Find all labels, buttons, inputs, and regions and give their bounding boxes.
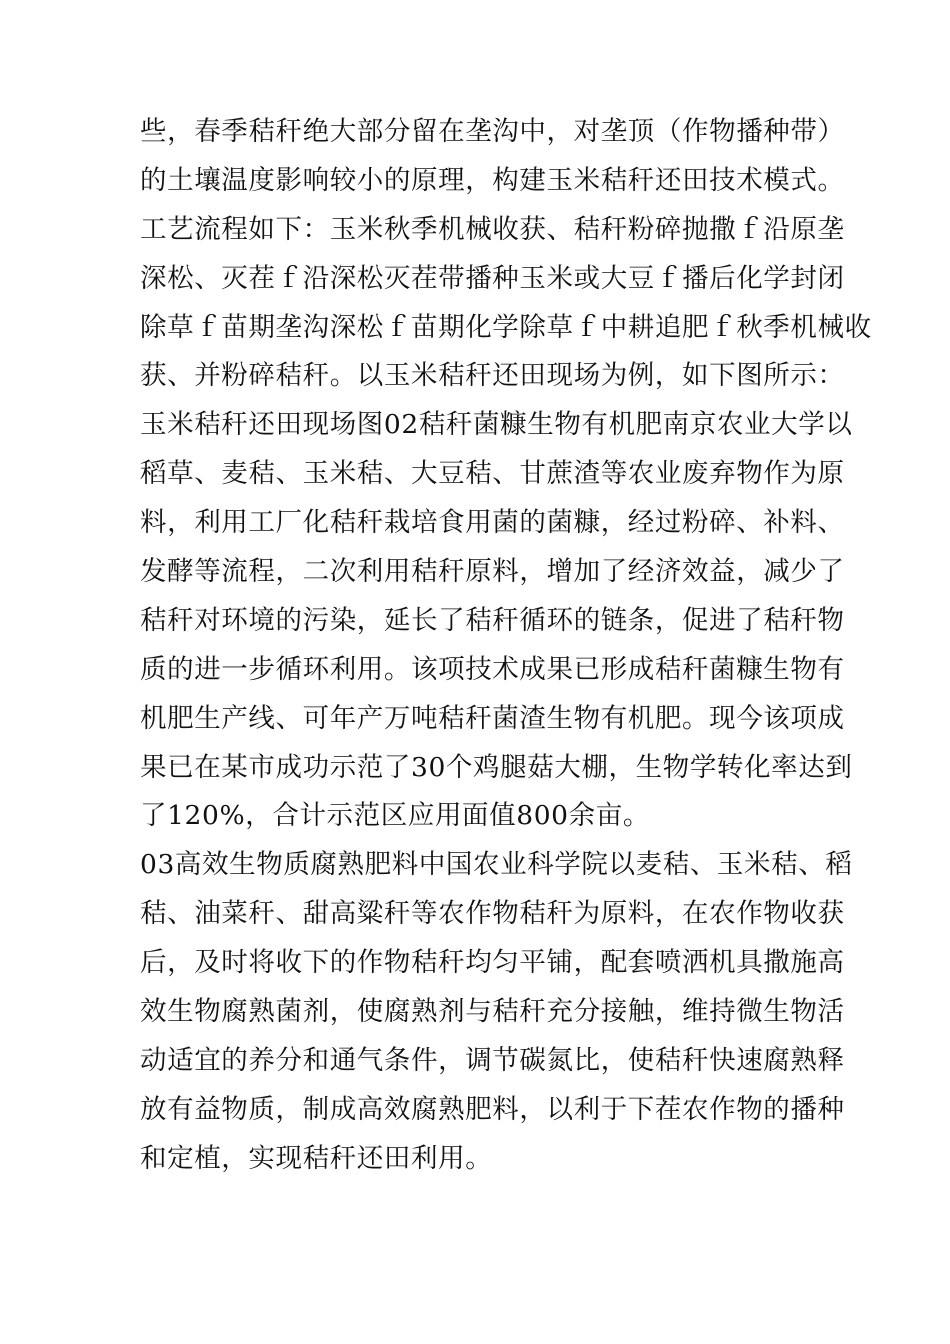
text-line: 些，春季秸秆绝大部分留在垄沟中，对垄顶（作物播种带）	[140, 116, 845, 147]
text-line: 机肥生产线、可年产万吨秸秆菌渣生物有机肥。现今该项成	[140, 702, 845, 734]
body-text	[140, 108, 872, 1184]
text-line: 03高效生物质腐熟肥料中国农业科学院以麦秸、玉米秸、稻	[140, 849, 853, 881]
text-line: 和定植，实现秸秆还田利用。	[140, 1142, 493, 1174]
text-line: 放有益物质，制成高效腐熟肥料，以利于下茬农作物的播种	[140, 1093, 845, 1125]
text-line: 的土壤温度影响较小的原理，构建玉米秸秆还田技术模式。	[140, 164, 845, 196]
text-line: 深松、灭茬ｆ沿深松灭茬带播种玉米或大豆ｆ播后化学封闭	[140, 262, 845, 294]
text-line: 秸秆对环境的污染，延长了秸秆循环的链条，促进了秸秆物	[140, 604, 845, 636]
text-line: 后，及时将收下的作物秸秆均匀平铺，配套喷洒机具撒施高	[140, 947, 845, 979]
text-line: 质的进一步循环利用。该项技术成果已形成秸秆菌糠生物有	[140, 653, 845, 685]
text-line: 玉米秸秆还田现场图02秸秆菌糠生物有机肥南京农业大学以	[140, 409, 853, 441]
text-line: 获、并粉碎秸秆。以玉米秸秆还田现场为例，如下图所示：	[140, 360, 845, 392]
text-line: 动适宜的养分和通气条件，调节碳氮比，使秸秆快速腐熟释	[140, 1044, 845, 1076]
text-line: 发酵等流程，二次利用秸秆原料，增加了经济效益，减少了	[140, 556, 845, 588]
text-line: 工艺流程如下：玉米秋季机械收获、秸秆粉碎抛撒ｆ沿原垄	[140, 213, 845, 245]
text-line: 除草ｆ苗期垄沟深松ｆ苗期化学除草ｆ中耕追肥ｆ秋季机械收	[140, 311, 872, 343]
text-line: 效生物腐熟菌剂，使腐熟剂与秸秆充分接触，维持微生物活	[140, 996, 845, 1028]
text-line: 稻草、麦秸、玉米秸、大豆秸、甘蔗渣等农业废弃物作为原	[140, 458, 845, 490]
text-line: 秸、油菜秆、甜高粱秆等农作物秸秆为原料，在农作物收获	[140, 898, 845, 930]
text-line: 了120%，合计示范区应用面值800余亩。	[140, 800, 650, 832]
text-line: 料，利用工厂化秸秆栽培食用菌的菌糠，经过粉碎、补料、	[140, 507, 845, 539]
text-line: 果已在某市成功示范了30个鸡腿菇大棚，生物学转化率达到	[140, 751, 853, 783]
